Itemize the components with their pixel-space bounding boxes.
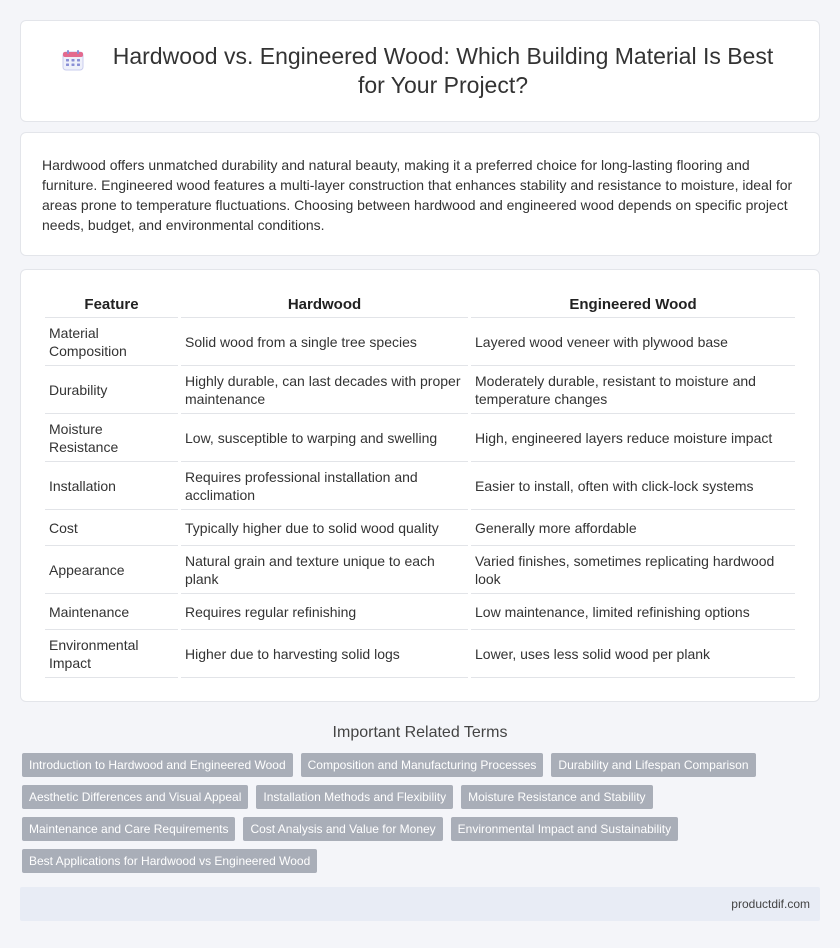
hardwood-cell: Natural grain and texture unique to each plank	[181, 547, 468, 594]
related-term-tag[interactable]: Moisture Resistance and Stability	[461, 785, 652, 809]
related-term-tag[interactable]: Best Applications for Hardwood vs Engineered Wood	[22, 849, 317, 873]
hardwood-cell: Low, susceptible to warping and swelling	[181, 415, 468, 462]
hardwood-cell: Highly durable, can last decades with proper maintenance	[181, 367, 468, 414]
table-row	[45, 319, 795, 366]
related-term-tag[interactable]: Composition and Manufacturing Processes	[301, 753, 544, 777]
feature-cell: Installation	[45, 463, 178, 510]
feature-cell: Environmental Impact	[45, 631, 178, 678]
related-term-tag[interactable]: Maintenance and Care Requirements	[22, 817, 235, 841]
page-footer	[20, 887, 820, 921]
hardwood-cell: Higher due to harvesting solid logs	[181, 631, 468, 678]
engineered-wood-cell: Lower, uses less solid wood per plank	[471, 631, 795, 678]
page-title: Hardwood vs. Engineered Wood: Which Building Material Is Best for Your Project?	[112, 43, 774, 98]
related-term-tag[interactable]: Environmental Impact and Sustainability	[451, 817, 678, 841]
related-term-tag[interactable]: Cost Analysis and Value for Money	[243, 817, 442, 841]
table-row	[45, 415, 795, 462]
comparison-table	[42, 290, 798, 679]
table-row	[45, 595, 795, 630]
related-terms-section	[0, 724, 840, 873]
table-header-row	[45, 291, 795, 318]
feature-cell: Appearance	[45, 547, 178, 594]
table-row	[45, 631, 795, 678]
table-row	[45, 511, 795, 546]
table-row	[45, 547, 795, 594]
engineered-wood-cell: Layered wood veneer with plywood base	[471, 319, 795, 366]
related-terms-tags	[0, 753, 840, 873]
engineered-wood-cell: High, engineered layers reduce moisture impact	[471, 415, 795, 462]
table-row	[45, 463, 795, 510]
column-header-feature: Feature	[45, 291, 178, 318]
engineered-wood-cell: Moderately durable, resistant to moisture and temperature changes	[471, 367, 795, 414]
feature-cell: Durability	[45, 367, 178, 414]
related-term-tag[interactable]: Aesthetic Differences and Visual Appeal	[22, 785, 248, 809]
site-name[interactable]: productdif.com	[731, 897, 810, 911]
related-term-tag[interactable]: Durability and Lifespan Comparison	[551, 753, 755, 777]
related-term-tag[interactable]: Installation Methods and Flexibility	[256, 785, 453, 809]
column-header-engineered-wood: Engineered Wood	[471, 291, 795, 318]
engineered-wood-cell: Varied finishes, sometimes replicating hardwood look	[471, 547, 795, 594]
hardwood-cell: Requires regular refinishing	[181, 595, 468, 630]
hardwood-cell: Requires professional installation and acclimation	[181, 463, 468, 510]
intro-paragraph: Hardwood offers unmatched durability and natural beauty, making it a preferred choice for long-lasting flooring and furniture. Engineered wood features a multi-layer construction that enhances stability and resistance to moisture, ideal for areas prone to temperature fluctuations. Choosing between hardwood and engineered wood depends on specific project needs, budget, and environmental conditions.	[20, 132, 820, 256]
page-header	[20, 20, 820, 122]
hardwood-cell: Solid wood from a single tree species	[181, 319, 468, 366]
feature-cell: Material Composition	[45, 319, 178, 366]
hardwood-cell: Typically higher due to solid wood quality	[181, 511, 468, 546]
feature-cell: Moisture Resistance	[45, 415, 178, 462]
related-terms-heading: Important Related Terms	[332, 724, 508, 741]
calendar-icon	[61, 48, 85, 72]
feature-cell: Cost	[45, 511, 178, 546]
engineered-wood-cell: Low maintenance, limited refinishing options	[471, 595, 795, 630]
related-term-tag[interactable]: Introduction to Hardwood and Engineered Wood	[22, 753, 293, 777]
table-row	[45, 367, 795, 414]
column-header-hardwood: Hardwood	[181, 291, 468, 318]
feature-cell: Maintenance	[45, 595, 178, 630]
engineered-wood-cell: Easier to install, often with click-lock systems	[471, 463, 795, 510]
comparison-table-card	[20, 269, 820, 702]
engineered-wood-cell: Generally more affordable	[471, 511, 795, 546]
